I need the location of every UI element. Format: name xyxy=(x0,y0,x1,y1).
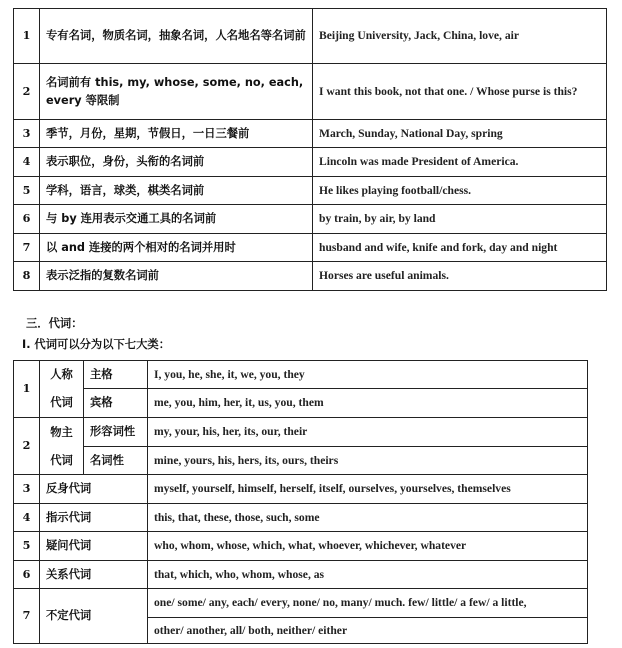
example-text: March, Sunday, National Day, spring xyxy=(313,120,607,148)
row-number: 3 xyxy=(14,120,40,148)
sub-heading: I. 代词可以分为以下七大类： xyxy=(22,338,170,351)
example-text: Lincoln was made President of America. xyxy=(313,148,607,177)
row-number: 2 xyxy=(14,64,40,120)
table-row xyxy=(14,504,588,532)
example-text: He likes playing football/chess. xyxy=(313,177,607,205)
row-number: 4 xyxy=(14,148,40,177)
row-number: 7 xyxy=(14,589,40,644)
category-label: 反身代词 xyxy=(40,475,148,504)
table-row xyxy=(14,447,588,475)
row-number: 4 xyxy=(14,504,40,532)
row-number: 7 xyxy=(14,234,40,262)
table-row xyxy=(14,589,588,618)
rule-text: 表示泛指的复数名词前 xyxy=(40,262,313,291)
rule-text: 表示职位，身份，头衔的名词前 xyxy=(40,148,313,177)
pronoun-list: mine, yours, his, hers, its, ours, theirs xyxy=(148,447,588,475)
pronoun-list: me, you, him, her, it, us, you, them xyxy=(148,389,588,418)
subcategory-label: 主格 xyxy=(84,361,148,389)
row-number: 3 xyxy=(14,475,40,504)
example-text: husband and wife, knife and fork, day and night xyxy=(313,234,607,262)
rule-text: 以 and 连接的两个相对的名词并用时 xyxy=(40,234,313,262)
pronoun-list: one/ some/ any, each/ every, none/ no, many/ much. few/ little/ a few/ a little, xyxy=(148,589,588,618)
rule-text: 专有名词，物质名词，抽象名词，人名地名等名词前 xyxy=(40,9,313,64)
category-label: 关系代词 xyxy=(40,561,148,589)
pronoun-list: myself, yourself, himself, herself, itself, ourselves, yourselves, themselves xyxy=(148,475,588,504)
category-label: 指示代词 xyxy=(40,504,148,532)
table-row xyxy=(14,561,588,589)
row-number: 5 xyxy=(14,177,40,205)
table-row xyxy=(14,120,607,148)
row-number: 6 xyxy=(14,205,40,234)
subcategory-label: 名词性 xyxy=(84,447,148,475)
rule-text: 名词前有 this, my, whose, some, no, each, every 等限制 xyxy=(40,64,313,120)
row-number: 1 xyxy=(14,361,40,418)
pronoun-list: this, that, these, those, such, some xyxy=(148,504,588,532)
example-text: I want this book, not that one. / Whose purse is this? xyxy=(313,64,607,120)
pronoun-list: my, your, his, her, its, our, their xyxy=(148,418,588,447)
table-row xyxy=(14,177,607,205)
pronoun-list: other/ another, all/ both, neither/ either xyxy=(148,618,588,644)
pronoun-list: I, you, he, she, it, we, you, they xyxy=(148,361,588,389)
row-number: 5 xyxy=(14,532,40,561)
rule-text: 学科，语言，球类，棋类名词前 xyxy=(40,177,313,205)
pronoun-list: who, whom, whose, which, what, whoever, whichever, whatever xyxy=(148,532,588,561)
article-omission-table xyxy=(13,8,607,291)
table-row xyxy=(14,532,588,561)
example-text: by train, by air, by land xyxy=(313,205,607,234)
category-label: 疑问代词 xyxy=(40,532,148,561)
pronoun-types-table xyxy=(13,360,588,644)
category-label: 不定代词 xyxy=(40,589,148,644)
example-text: Beijing University, Jack, China, love, air xyxy=(313,9,607,64)
table-row xyxy=(14,475,588,504)
subcategory-label: 形容词性 xyxy=(84,418,148,447)
table-row xyxy=(14,148,607,177)
category-label: 代词 xyxy=(40,389,84,418)
example-text: Horses are useful animals. xyxy=(313,262,607,291)
rule-text: 与 by 连用表示交通工具的名词前 xyxy=(40,205,313,234)
category-label: 人称 xyxy=(40,361,84,389)
table-row xyxy=(14,64,607,120)
pronoun-list: that, which, who, whom, whose, as xyxy=(148,561,588,589)
table-row xyxy=(14,361,588,389)
category-label: 物主 xyxy=(40,418,84,447)
table-row xyxy=(14,234,607,262)
table-row xyxy=(14,262,607,291)
category-label: 代词 xyxy=(40,447,84,475)
row-number: 2 xyxy=(14,418,40,475)
row-number: 8 xyxy=(14,262,40,291)
table-row xyxy=(14,9,607,64)
section-heading: 三．代词： xyxy=(26,317,83,330)
table-row xyxy=(14,418,588,447)
table-row xyxy=(14,205,607,234)
row-number: 6 xyxy=(14,561,40,589)
rule-text: 季节，月份，星期，节假日，一日三餐前 xyxy=(40,120,313,148)
row-number: 1 xyxy=(14,9,40,64)
table-row xyxy=(14,389,588,418)
subcategory-label: 宾格 xyxy=(84,389,148,418)
